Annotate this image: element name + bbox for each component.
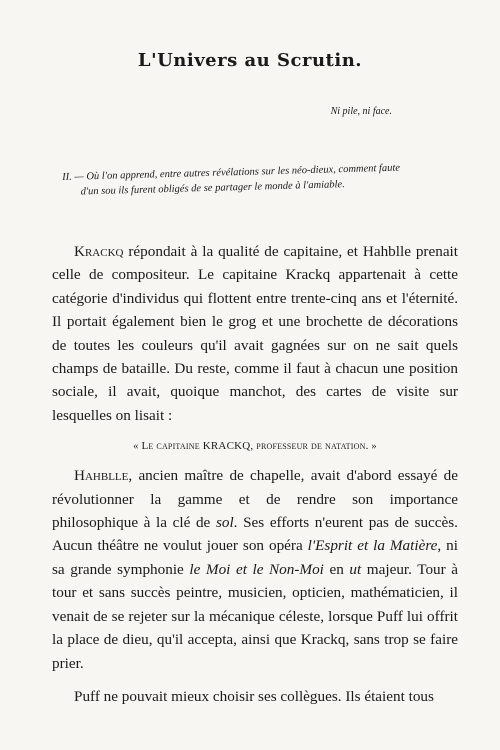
paragraph-1 [52, 240, 458, 427]
card-profession: professeur de natation. [256, 440, 369, 453]
paragraph-2-lead: Hahblle [74, 467, 129, 485]
paragraph-2-text-5: majeur. Tour à tour et sans succès peintre, musicien, opticien, mathématicien, il venait de se rejeter sur la mécanique céleste, lorsque Puff lui offrit la place de dieu, qu'il accepta, ainsi que Krackq, sans trop se faire prier. [52, 560, 459, 672]
paragraph-2-italic-ut: ut [349, 560, 362, 578]
chapter-title: L'Univers au Scrutin. [137, 50, 363, 71]
paragraph-2-text-2: . Ses efforts n'eurent pas de succès. Aucun théâtre ne voulut jouer son opéra [52, 514, 458, 555]
paragraph-2 [52, 464, 458, 675]
card-open-quote: « [133, 441, 142, 453]
paragraph-2-text-4: en [323, 560, 350, 578]
summary-line-1: II. — Où l'on apprend, entre autres révélations sur les néo-dieux, comment faute [62, 162, 401, 183]
body-text [52, 240, 458, 708]
chapter-summary [62, 159, 443, 200]
card-close-quote: » [368, 441, 377, 453]
visiting-card [52, 438, 458, 455]
epigraph: Ni pile, ni face. [330, 106, 392, 117]
paragraph-1-lead: Krackq [74, 243, 124, 260]
paragraph-3: Puff ne pouvait mieux choisir ses collègues. Ils étaient tous [74, 687, 434, 705]
card-name: KRACKQ, [199, 440, 257, 453]
paragraph-1-text: répondait à la qualité de capitaine, et Hahblle prenait celle de compositeur. Le capitaine Krackq appartenait à cette catégorie d'individus qui flottent entre trente-cinq ans et l'éternité. Il portait également bien le grog et une brochette de décorations de toutes les couleurs qu'il avait gagnées sur on ne sait quels champs de bataille. Du reste, comme il faut à chacun une position sociale, il avait, quoique manchot, des cartes de visite sur lesquelles on lisait : [52, 243, 458, 424]
paragraph-2-italic-opera: l'Esprit et la Matière [307, 537, 438, 555]
paragraph-2-text-3: , ni sa grande symphonie [52, 537, 458, 578]
paragraph-2-italic-sol: sol [215, 514, 234, 532]
paragraph-2-italic-symphony: le Moi et le Non-Moi [189, 560, 324, 578]
paragraph-2-text-1: , ancien maître de chapelle, avait d'abord essayé de révolutionner la gamme et de rendre son importance philosophique à la clé de [52, 467, 458, 532]
summary-line-2: d'un sou ils furent obligés de se partager le monde à l'amiable. [80, 179, 345, 198]
card-rank: Le capitaine [141, 440, 200, 453]
